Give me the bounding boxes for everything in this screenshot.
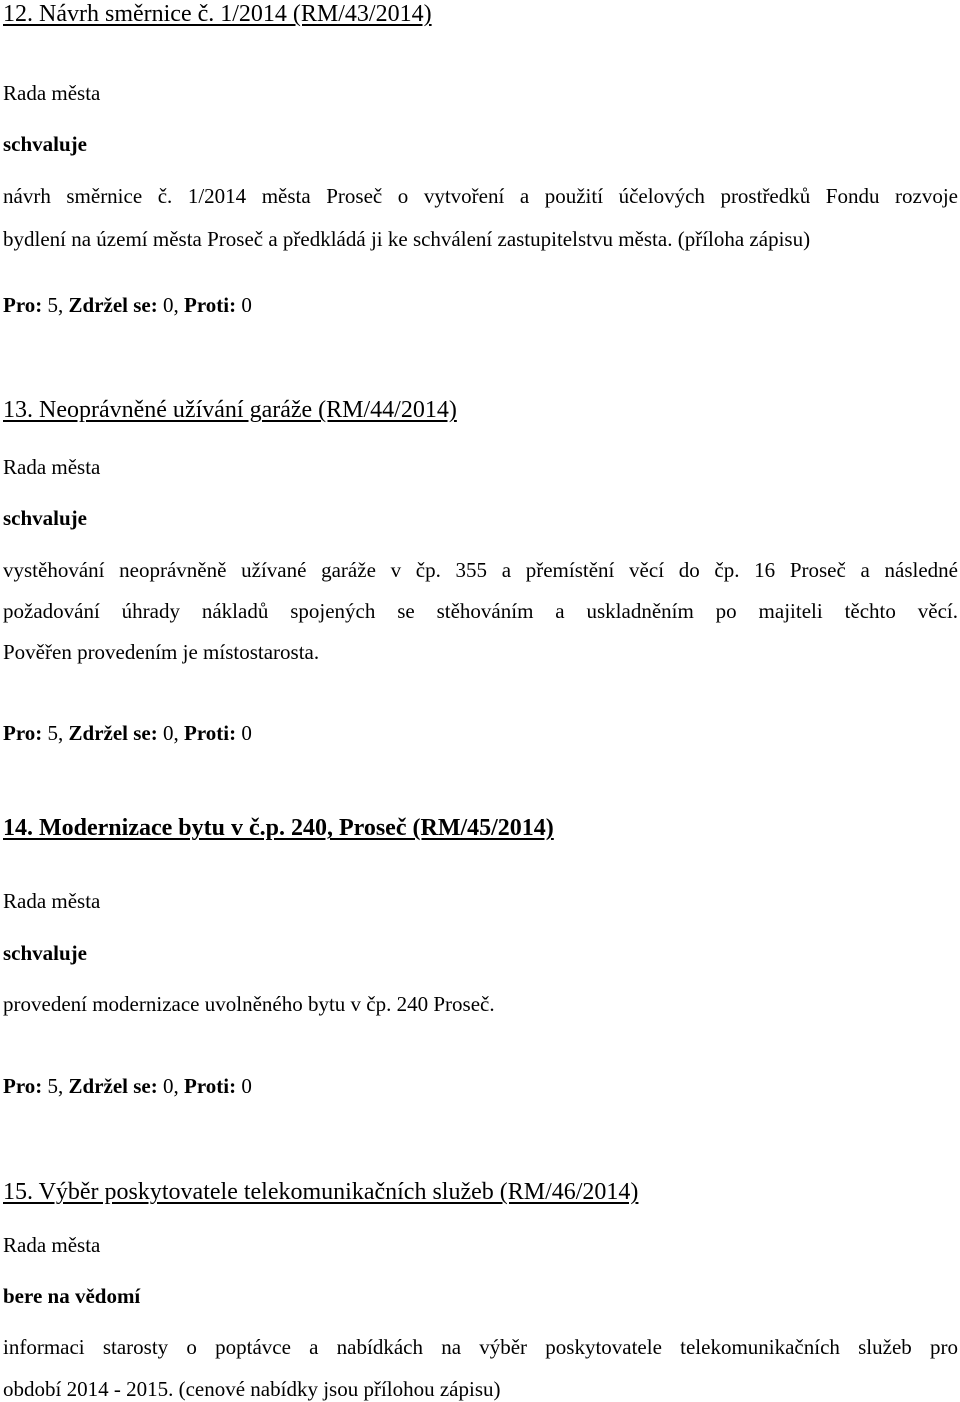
item-12-action: schvaluje: [3, 132, 87, 156]
item-13-heading: 13. Neoprávněné užívání garáže (RM/44/2014): [3, 397, 457, 423]
item-14-action: schvaluje: [3, 941, 87, 965]
item-15-text-line: období 2014 - 2015. (cenové nabídky jsou přílohou zápisu): [3, 1377, 501, 1401]
item-12-text: [3, 186, 958, 250]
item-13-text-line: požadování úhrady nákladů spojených se stěhováním a uskladněním po majiteli těchto věcí.: [3, 599, 958, 623]
vote-pro-label: Pro:: [3, 1074, 43, 1098]
item-13-text: [3, 560, 958, 663]
item-14-body: Rada města: [3, 889, 101, 913]
item-15-action: bere na vědomí: [3, 1284, 141, 1308]
item-14-heading: 14. Modernizace bytu v č.p. 240, Proseč (RM/45/2014): [3, 815, 554, 841]
item-12-heading: 12. Návrh směrnice č. 1/2014 (RM/43/2014): [3, 1, 432, 27]
item-13-body: Rada města: [3, 455, 101, 479]
vote-proti-value: 0: [241, 721, 252, 745]
vote-zdrzel-value: 0,: [163, 1074, 179, 1098]
item-12-vote: [3, 295, 252, 316]
vote-zdrzel-label: Zdržel se:: [68, 1074, 158, 1098]
item-15-text: [3, 1337, 958, 1400]
vote-zdrzel-label: Zdržel se:: [68, 721, 158, 745]
vote-pro-label: Pro:: [3, 293, 43, 317]
item-15-text-line: informaci starosty o poptávce a nabídkách na výběr poskytovatele telekomunikačních služeb pro: [3, 1335, 958, 1359]
item-13-action: schvaluje: [3, 506, 87, 530]
vote-pro-label: Pro:: [3, 721, 43, 745]
item-14-text: provedení modernizace uvolněného bytu v čp. 240 Proseč.: [3, 992, 495, 1016]
item-13-text-line: Pověřen provedením je místostarosta.: [3, 640, 320, 664]
vote-zdrzel-value: 0,: [163, 721, 179, 745]
item-13-text-line: vystěhování neoprávněně užívané garáže v čp. 355 a přemístění věcí do čp. 16 Proseč a následné: [3, 558, 958, 582]
vote-pro-value: 5,: [47, 293, 64, 317]
vote-proti-label: Proti:: [184, 721, 237, 745]
vote-zdrzel-value: 0,: [163, 293, 179, 317]
item-15-body: Rada města: [3, 1233, 101, 1257]
item-12-text-line: bydlení na území města Proseč a předkládá ji ke schválení zastupitelstvu města. (příloha zápisu): [3, 227, 811, 251]
vote-zdrzel-label: Zdržel se:: [68, 293, 158, 317]
item-15-heading: 15. Výběr poskytovatele telekomunikačních služeb (RM/46/2014): [3, 1179, 639, 1205]
item-13-vote: [3, 723, 252, 744]
vote-proti-value: 0: [241, 293, 252, 317]
item-12-body: Rada města: [3, 81, 101, 105]
vote-proti-label: Proti:: [184, 1074, 237, 1098]
vote-pro-value: 5,: [47, 1074, 64, 1098]
vote-pro-value: 5,: [47, 721, 64, 745]
vote-proti-value: 0: [241, 1074, 252, 1098]
vote-proti-label: Proti:: [184, 293, 237, 317]
item-12-text-line: návrh směrnice č. 1/2014 města Proseč o vytvoření a použití účelových prostředků Fondu rozvoje: [3, 184, 958, 208]
item-14-vote: [3, 1076, 252, 1097]
